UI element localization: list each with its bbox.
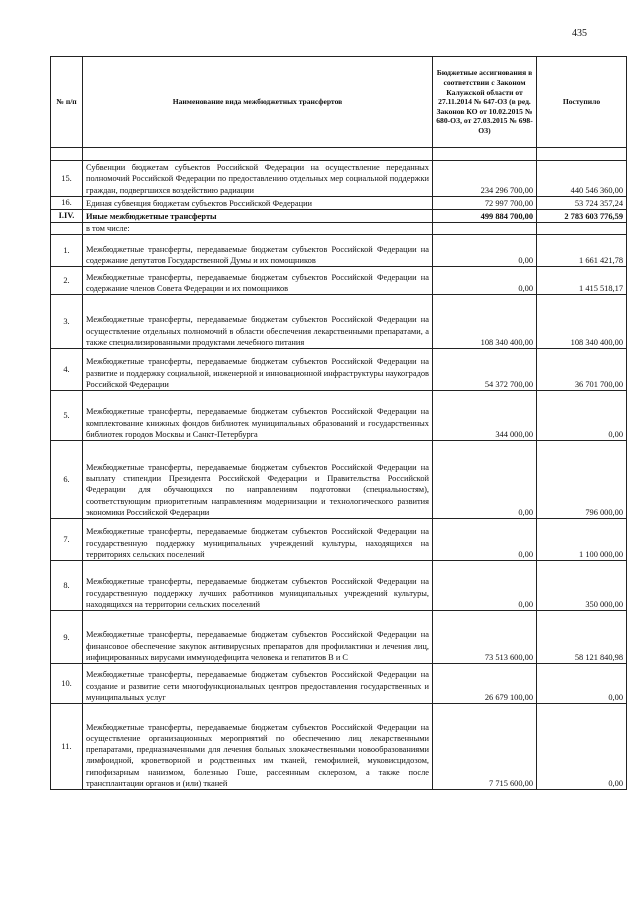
row-received: 36 701 700,00 xyxy=(537,349,627,391)
row-received: 440 546 360,00 xyxy=(537,161,627,197)
row-num: 2. xyxy=(51,267,83,295)
row-num: I.IV. xyxy=(51,210,83,223)
row-name: Иные межбюджетные трансферты xyxy=(83,210,433,223)
table-row xyxy=(51,391,627,441)
row-name: Межбюджетные трансферты, передаваемые бюджетам субъектов Российской Федерации на создание и развитие сети многофункциональных центров предоставления государственных и муниципальных услуг xyxy=(83,664,433,704)
row-num: 4. xyxy=(51,349,83,391)
row-num: 8. xyxy=(51,561,83,611)
row-name: Межбюджетные трансферты, передаваемые бюджетам субъектов Российской Федерации на развитие и поддержку социальной, инженерной и инновационной инфраструктуры наукоградов Российской Федерации xyxy=(83,349,433,391)
row-budget: 0,00 xyxy=(433,235,537,267)
row-budget xyxy=(433,223,537,235)
table-row xyxy=(51,235,627,267)
row-name: Межбюджетные трансферты, передаваемые бюджетам субъектов Российской Федерации на финансовое обеспечение закупок антивирусных препаратов для профилактики и лечения лиц, инфицированных вирусами иммунодефицита человека и гепатитов В и С xyxy=(83,611,433,664)
row-num: 7. xyxy=(51,519,83,561)
row-budget: 0,00 xyxy=(433,267,537,295)
table-row xyxy=(51,561,627,611)
row-received: 0,00 xyxy=(537,664,627,704)
row-num: 1. xyxy=(51,235,83,267)
row-budget: 499 884 700,00 xyxy=(433,210,537,223)
row-num: 9. xyxy=(51,611,83,664)
row-received xyxy=(537,223,627,235)
table-row xyxy=(51,210,627,223)
row-received: 1 661 421,78 xyxy=(537,235,627,267)
row-budget: 234 296 700,00 xyxy=(433,161,537,197)
table-row xyxy=(51,441,627,519)
header-received: Поступило xyxy=(537,57,627,148)
row-num: 6. xyxy=(51,441,83,519)
table-row xyxy=(51,161,627,197)
table-row xyxy=(51,664,627,704)
row-budget: 344 000,00 xyxy=(433,391,537,441)
page-number: 435 xyxy=(572,28,587,39)
row-budget: 0,00 xyxy=(433,441,537,519)
header-name: Наименование вида межбюджетных трансфертов xyxy=(83,57,433,148)
row-budget: 0,00 xyxy=(433,519,537,561)
table-row xyxy=(51,519,627,561)
row-budget: 108 340 400,00 xyxy=(433,295,537,349)
row-name: Межбюджетные трансферты, передаваемые бюджетам субъектов Российской Федерации на осуществление организационных мероприятий по обеспечению лиц лекарственными препаратами, предназначенными для лечения больных злокачественными новообразованиями лимфоидной, кроветворной и родственных им тканей, гемофилией, муковисцидозом, гипофизарным нанизмом, болезнью Гоше, рассеянным склерозом, а также после трансплантации органов и (или) тканей xyxy=(83,704,433,790)
row-name: в том числе: xyxy=(83,223,433,235)
row-name: Единая субвенция бюджетам субъектов Российской Федерации xyxy=(83,197,433,210)
table-row xyxy=(51,295,627,349)
row-received: 1 415 518,17 xyxy=(537,267,627,295)
row-received: 2 783 603 776,59 xyxy=(537,210,627,223)
table-row xyxy=(51,349,627,391)
row-name: Межбюджетные трансферты, передаваемые бюджетам субъектов Российской Федерации на комплектование книжных фондов библиотек муниципальных образований и государственных библиотек городов Москвы и Санкт-Петербурга xyxy=(83,391,433,441)
row-num xyxy=(51,223,83,235)
row-name: Межбюджетные трансферты, передаваемые бюджетам субъектов Российской Федерации на государственную поддержку лучших работников муниципальных учреждений культуры, находящихся на территории сельских поселений xyxy=(83,561,433,611)
row-num: 3. xyxy=(51,295,83,349)
row-num: 10. xyxy=(51,664,83,704)
row-name: Межбюджетные трансферты, передаваемые бюджетам субъектов Российской Федерации на содержание членов Совета Федерации и их помощников xyxy=(83,267,433,295)
table-row xyxy=(51,611,627,664)
header-num: № п/п xyxy=(51,57,83,148)
row-received: 0,00 xyxy=(537,391,627,441)
row-name: Субвенции бюджетам субъектов Российской Федерации на осуществление переданных полномочий Российской Федерации по предоставлению отдельных мер социальной поддержки граждан, подвергшихся воздействию радиации xyxy=(83,161,433,197)
row-received: 108 340 400,00 xyxy=(537,295,627,349)
row-name: Межбюджетные трансферты, передаваемые бюджетам субъектов Российской Федерации на содержание депутатов Государственной Думы и их помощников xyxy=(83,235,433,267)
table-header xyxy=(51,57,627,148)
row-budget: 7 715 600,00 xyxy=(433,704,537,790)
row-num: 15. xyxy=(51,161,83,197)
table-row xyxy=(51,197,627,210)
row-received: 0,00 xyxy=(537,704,627,790)
row-budget: 73 513 600,00 xyxy=(433,611,537,664)
transfers-table xyxy=(50,56,627,790)
row-name: Межбюджетные трансферты, передаваемые бюджетам субъектов Российской Федерации на государственную поддержку муниципальных учреждений культуры, находящихся на территориях сельских поселений xyxy=(83,519,433,561)
row-budget: 0,00 xyxy=(433,561,537,611)
row-received: 1 100 000,00 xyxy=(537,519,627,561)
row-budget: 26 679 100,00 xyxy=(433,664,537,704)
table-row xyxy=(51,704,627,790)
row-received: 350 000,00 xyxy=(537,561,627,611)
table-row xyxy=(51,267,627,295)
row-budget: 72 997 700,00 xyxy=(433,197,537,210)
row-name: Межбюджетные трансферты, передаваемые бюджетам субъектов Российской Федерации на осуществление отдельных полномочий в области обеспечения лекарственными препаратами, а также специализированными продуктами лечебного питания xyxy=(83,295,433,349)
table-row xyxy=(51,223,627,235)
row-received: 58 121 840,98 xyxy=(537,611,627,664)
row-num: 16. xyxy=(51,197,83,210)
row-received: 796 000,00 xyxy=(537,441,627,519)
row-num: 5. xyxy=(51,391,83,441)
row-received: 53 724 357,24 xyxy=(537,197,627,210)
row-num: 11. xyxy=(51,704,83,790)
header-budget: Бюджетные ассигнования в соответствии с Законом Калужской области от 27.11.2014 № 647-ОЗ (в ред. Законов КО от 10.02.2015 № 680-ОЗ, от 27.03.2015 № 698-ОЗ) xyxy=(433,57,537,148)
row-budget: 54 372 700,00 xyxy=(433,349,537,391)
gap-row xyxy=(51,148,627,161)
row-name: Межбюджетные трансферты, передаваемые бюджетам субъектов Российской Федерации на выплату стипендии Президента Российской Федерации и Правительства Российской Федерации для обучающихся по направлениям подготовки (специальностям), соответствующим приоритетным направлениям модернизации и технологического развития экономики Российской Федерации xyxy=(83,441,433,519)
